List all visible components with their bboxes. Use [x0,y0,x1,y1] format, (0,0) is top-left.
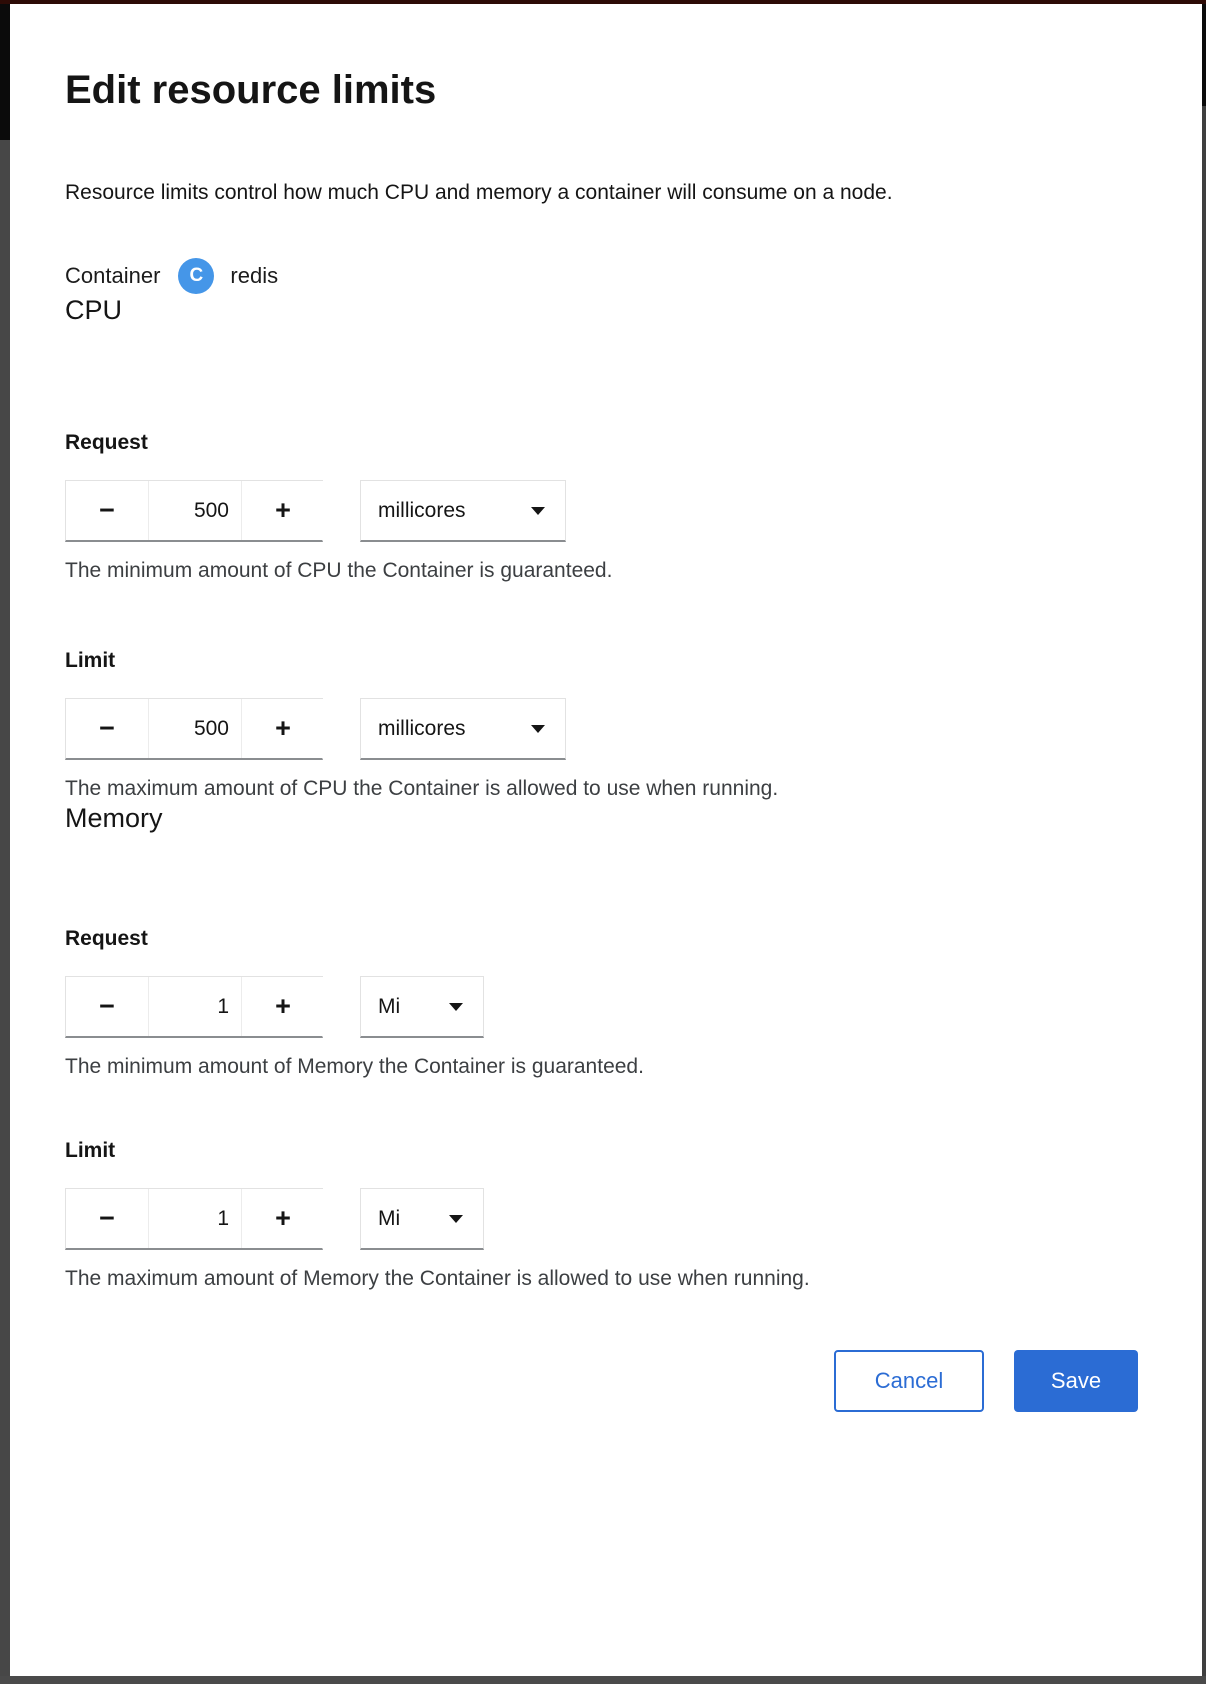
memory-limit-value-input[interactable] [148,1189,242,1248]
memory-request-plus-button[interactable]: + [242,977,324,1036]
cpu-limit-stepper [65,698,323,760]
dialog-footer [65,1350,1138,1412]
chevron-down-icon [449,1003,463,1011]
cpu-limit-minus-button[interactable]: − [66,699,148,758]
chevron-down-icon [531,507,545,515]
memory-limit-unit-select[interactable] [360,1188,484,1250]
memory-limit-unit-value: Mi [378,1206,401,1230]
memory-limit-label: Limit [65,1139,116,1162]
cpu-request-value-input[interactable] [148,481,242,540]
memory-request-minus-button[interactable]: − [66,977,148,1036]
memory-request-label: Request [65,927,148,950]
cpu-request-plus-button[interactable]: + [242,481,324,540]
cpu-limit-unit-value: millicores [378,716,466,740]
memory-limit-help: The maximum amount of Memory the Container is allowed to use when running. [65,1267,810,1290]
container-row [65,258,1138,294]
cancel-button[interactable]: Cancel [834,1350,984,1412]
memory-request-unit-select[interactable] [360,976,484,1038]
memory-request-unit-value: Mi [378,994,401,1018]
save-button[interactable]: Save [1014,1350,1138,1412]
memory-request-help: The minimum amount of Memory the Container is guaranteed. [65,1055,644,1078]
memory-section-title: Memory [65,803,163,833]
cpu-limit-value-input[interactable] [148,699,242,758]
dialog-title: Edit resource limits [65,68,437,112]
page-edge-left [0,4,10,1676]
memory-limit-row [65,1188,1138,1250]
chevron-down-icon [531,725,545,733]
memory-limit-plus-button[interactable]: + [242,1189,324,1248]
page-edge-right [1202,4,1206,1676]
container-kind-badge: C [178,258,214,294]
cpu-request-label: Request [65,431,148,454]
cpu-limit-row [65,698,1138,760]
edit-resource-limits-dialog [10,4,1202,1676]
chevron-down-icon [449,1215,463,1223]
cpu-request-row [65,480,1138,542]
cpu-limit-help: The maximum amount of CPU the Container is allowed to use when running. [65,777,779,800]
cpu-request-unit-select[interactable] [360,480,566,542]
memory-request-stepper [65,976,323,1038]
cpu-limit-label: Limit [65,649,116,672]
cpu-request-stepper [65,480,323,542]
cpu-request-minus-button[interactable]: − [66,481,148,540]
container-name: redis [230,263,279,288]
cpu-limit-plus-button[interactable]: + [242,699,324,758]
cpu-request-help: The minimum amount of CPU the Container is guaranteed. [65,559,613,582]
memory-limit-minus-button[interactable]: − [66,1189,148,1248]
cpu-request-unit-value: millicores [378,498,466,522]
dialog-description: Resource limits control how much CPU and memory a container will consume on a node. [65,181,893,204]
cpu-limit-unit-select[interactable] [360,698,566,760]
cpu-section-title: CPU [65,295,123,325]
container-label: Container [65,263,161,288]
page-edge-bottom [0,1676,1206,1684]
memory-request-row [65,976,1138,1038]
memory-limit-stepper [65,1188,323,1250]
memory-request-value-input[interactable] [148,977,242,1036]
